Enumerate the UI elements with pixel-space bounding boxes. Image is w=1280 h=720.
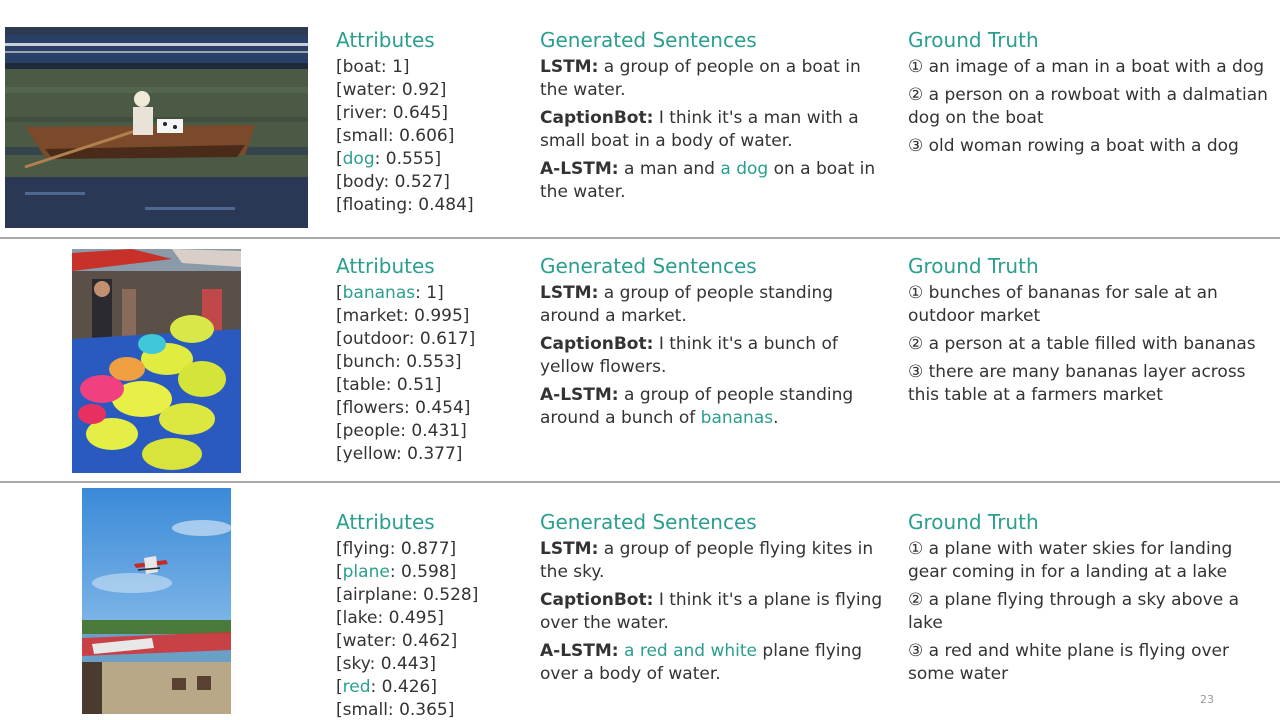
attribute-item: [flowers: 0.454] (336, 398, 471, 418)
attribute-term: table (342, 375, 386, 395)
sentence-text: on a boat in the water. (540, 159, 876, 202)
attribute-term: bananas (342, 283, 416, 303)
seaplane-photo (82, 488, 231, 714)
attribute-list (336, 56, 526, 217)
sentence-text: I think it's a plane is flying over the water. (540, 590, 883, 633)
attribute-term: flying (342, 539, 390, 559)
attribute-item: [small: 0.606] (336, 126, 455, 146)
generated-sentences-column (540, 508, 890, 691)
attribute-score: 0.484 (418, 195, 467, 215)
generated-sentences-header: Generated Sentences (540, 510, 757, 534)
generated-sentence (540, 384, 890, 430)
ground-truth-caption: ③ a red and white plane is flying over some water (908, 641, 1229, 684)
attribute-term: water (342, 631, 391, 651)
attribute-item: [table: 0.51] (336, 375, 442, 395)
boat-photo (5, 27, 308, 228)
generated-sentence (540, 107, 890, 153)
attributes-column (336, 26, 526, 217)
sentence-list (540, 56, 890, 204)
attribute-item: [plane: 0.598] (336, 562, 457, 582)
attribute-item: [water: 0.92] (336, 80, 447, 100)
attribute-term: water (342, 80, 391, 100)
sentence-text: a group of people standing around a bunch of (540, 385, 854, 428)
attribute-score: 0.555 (385, 149, 435, 169)
model-name: LSTM: (540, 283, 599, 303)
attribute-item: [floating: 0.484] (336, 195, 474, 215)
attribute-term: flowers (342, 398, 404, 418)
attribute-term: plane (342, 562, 390, 582)
ground-truth-list (908, 282, 1273, 407)
attribute-term: people (342, 421, 401, 441)
model-name: CaptionBot: (540, 590, 654, 610)
attribute-score: 0.454 (415, 398, 464, 418)
attribute-item: [small: 0.365] (336, 700, 455, 720)
attribute-score: 0.426 (381, 677, 431, 697)
example-row-bananas (0, 239, 1280, 481)
attribute-score: 0.365 (399, 700, 448, 720)
attribute-item: [river: 0.645] (336, 103, 449, 123)
generated-sentence (540, 640, 890, 686)
generated-sentences-column (540, 252, 890, 435)
attribute-score: 0.606 (399, 126, 448, 146)
attribute-score: 0.553 (406, 352, 455, 372)
attribute-score: 0.377 (407, 444, 456, 464)
model-name: A-LSTM: (540, 385, 619, 405)
attribute-score: 0.443 (380, 654, 430, 674)
generated-sentence (540, 282, 890, 328)
attributes-column (336, 508, 526, 720)
attribute-term: dog (342, 149, 375, 169)
page-number: 23 (1200, 693, 1214, 706)
sentence-text: a group of people flying kites in the sky. (540, 539, 874, 582)
model-name: A-LSTM: (540, 159, 619, 179)
sentence-text: I think it's a bunch of yellow flowers. (540, 334, 838, 377)
attribute-score: 0.495 (388, 608, 438, 628)
attribute-term: airplane (342, 585, 412, 605)
attribute-score: 0.617 (419, 329, 469, 349)
attribute-list (336, 282, 526, 466)
ground-truth-caption: ② a person at a table filled with bananas (908, 334, 1256, 354)
attribute-score: 1 (426, 283, 438, 303)
ground-truth-caption: ① bunches of bananas for sale at an outdoor market (908, 283, 1218, 326)
ground-truth-header: Ground Truth (908, 510, 1039, 534)
example-row-plane (0, 482, 1280, 720)
attribute-score: 0.598 (400, 562, 450, 582)
attribute-item: [body: 0.527] (336, 172, 450, 192)
attribute-item: [people: 0.431] (336, 421, 467, 441)
sentence-list (540, 538, 890, 686)
attribute-score: 0.995 (414, 306, 463, 326)
attribute-item: [market: 0.995] (336, 306, 470, 326)
generated-sentences-column (540, 26, 890, 209)
attributes-header: Attributes (336, 254, 435, 278)
attribute-score: 0.645 (392, 103, 442, 123)
ground-truth-caption: ③ there are many bananas layer across this table at a farmers market (908, 362, 1246, 405)
attribute-item: [water: 0.462] (336, 631, 458, 651)
generated-sentences-header: Generated Sentences (540, 28, 757, 52)
model-name: LSTM: (540, 57, 599, 77)
generated-sentence (540, 333, 890, 379)
sentence-highlight: a dog (720, 159, 769, 179)
sentence-text: . (773, 408, 779, 428)
ground-truth-caption: ② a person on a rowboat with a dalmatian dog on the boat (908, 85, 1268, 128)
attribute-term: body (342, 172, 384, 192)
attribute-term: outdoor (342, 329, 409, 349)
attribute-item: [sky: 0.443] (336, 654, 437, 674)
bananas-market-photo (72, 249, 241, 473)
attribute-term: yellow (342, 444, 396, 464)
attributes-header: Attributes (336, 28, 435, 52)
attribute-score: 0.877 (400, 539, 450, 559)
attribute-item: [outdoor: 0.617] (336, 329, 476, 349)
attribute-term: boat (342, 57, 381, 77)
attribute-score: 0.92 (401, 80, 440, 100)
attribute-term: lake (342, 608, 378, 628)
attributes-header: Attributes (336, 510, 435, 534)
attribute-score: 0.462 (401, 631, 451, 651)
ground-truth-column (908, 26, 1273, 163)
ground-truth-caption: ① a plane with water skies for landing gear coming in for a landing at a lake (908, 539, 1233, 582)
ground-truth-caption: ③ old woman rowing a boat with a dog (908, 136, 1239, 156)
example-row-boat (0, 0, 1280, 238)
model-name: LSTM: (540, 539, 599, 559)
attribute-score: 0.528 (423, 585, 472, 605)
attribute-score: 0.431 (411, 421, 461, 441)
generated-sentence (540, 538, 890, 584)
attribute-item: [bunch: 0.553] (336, 352, 462, 372)
model-name: CaptionBot: (540, 108, 654, 128)
attribute-term: red (342, 677, 371, 697)
attributes-column (336, 252, 526, 466)
generated-sentence (540, 56, 890, 102)
attribute-item: [red: 0.426] (336, 677, 437, 697)
sentence-text: a group of people standing around a market. (540, 283, 834, 326)
ground-truth-header: Ground Truth (908, 28, 1039, 52)
attribute-term: sky (342, 654, 370, 674)
model-name: A-LSTM: (540, 641, 619, 661)
attribute-term: bunch (342, 352, 396, 372)
attribute-score: 0.527 (394, 172, 444, 192)
sentence-text: a group of people on a boat in the water. (540, 57, 861, 100)
ground-truth-column (908, 508, 1273, 691)
attribute-score: 0.51 (396, 375, 435, 395)
sentence-highlight: a red and white (624, 641, 758, 661)
attribute-item: [yellow: 0.377] (336, 444, 463, 464)
attribute-term: market (342, 306, 403, 326)
attribute-term: small (342, 700, 388, 720)
attribute-term: river (342, 103, 382, 123)
attribute-item: [flying: 0.877] (336, 539, 457, 559)
attribute-item: [boat: 1] (336, 57, 410, 77)
generated-sentence (540, 589, 890, 635)
generated-sentences-header: Generated Sentences (540, 254, 757, 278)
attribute-item: [lake: 0.495] (336, 608, 444, 628)
sentence-text: plane flying over a body of water. (540, 641, 863, 684)
attribute-item: [bananas: 1] (336, 283, 444, 303)
attribute-term: small (342, 126, 388, 146)
ground-truth-list (908, 56, 1273, 158)
attribute-score: 1 (392, 57, 403, 77)
sentence-list (540, 282, 890, 430)
attribute-list (336, 538, 526, 720)
attribute-term: floating (342, 195, 408, 215)
ground-truth-caption: ② a plane flying through a sky above a lake (908, 590, 1240, 633)
sentence-text: I think it's a man with a small boat in a body of water. (540, 108, 859, 151)
attribute-item: [dog: 0.555] (336, 149, 442, 169)
sentence-highlight: bananas (700, 408, 774, 428)
sentence-text: a man and (624, 159, 721, 179)
ground-truth-list (908, 538, 1273, 686)
attribute-item: [airplane: 0.528] (336, 585, 479, 605)
ground-truth-caption: ① an image of a man in a boat with a dog (908, 57, 1265, 77)
ground-truth-header: Ground Truth (908, 254, 1039, 278)
model-name: CaptionBot: (540, 334, 654, 354)
ground-truth-column (908, 252, 1273, 412)
generated-sentence (540, 158, 890, 204)
